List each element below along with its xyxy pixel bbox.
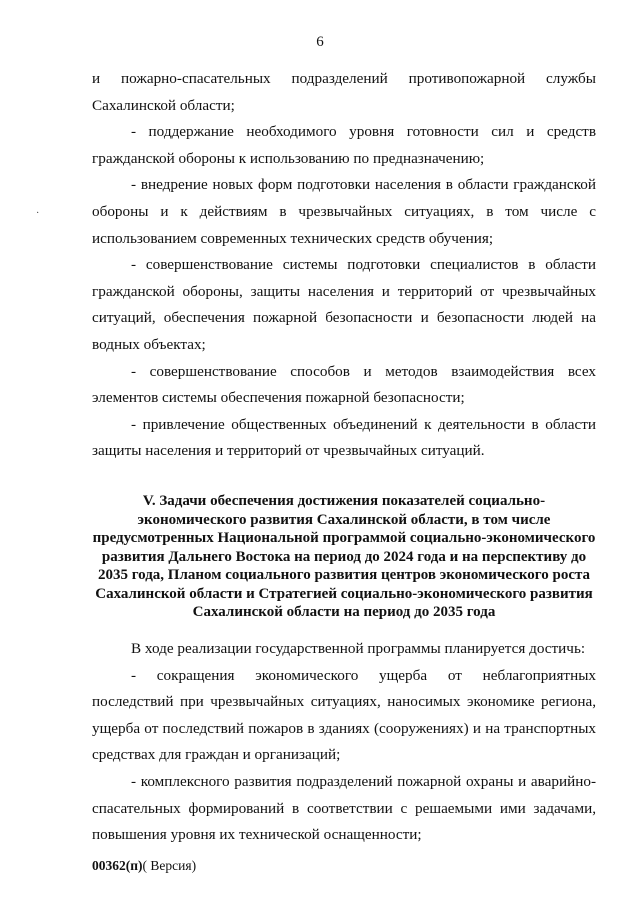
paragraph: - внедрение новых форм подготовки населения в области гражданской обороны и к действиям в чрезвычайных ситуациях, в том числе с использованием современных технических средств обучения; (92, 176, 596, 247)
paragraph: В ходе реализации государственной программы планируется достичь: (131, 640, 586, 658)
paragraph: - комплексного развития подразделений пожарной охраны и аварийно-спасательных формирований в соответствии с решаемыми ими задачами, повышения уровня их технической оснащенности; (92, 773, 596, 844)
paragraph: - сокращения экономического ущерба от неблагоприятных последствий при чрезвычайных ситуациях, наносимых экономике региона, ущерба от последствий пожаров в зданиях (сооружениях) и на транспортных средствах для граждан и организаций; (92, 666, 596, 764)
stray-mark: · (36, 208, 40, 219)
page-number: 6 (316, 34, 324, 50)
section-heading: V. Задачи обеспечения достижения показателей социально-экономического развития Сахалинской области, в том числе предусмотренных Национальной программой социально-экономического развития Дальнего Востока на период до 2024 года и на перспективу до 2035 года, Планом социального развития центров экономического роста Сахалинской области и Стратегией социально-экономического развития Сахалинской области на период до 2035 года (92, 492, 596, 621)
paragraph: - совершенствование способов и методов взаимодействия всех элементов системы обеспечения пожарной безопасности; (92, 362, 596, 407)
paragraph: - привлечение общественных объединений к деятельности в области защиты населения и территорий от чрезвычайных ситуаций. (92, 415, 596, 460)
document-body (92, 66, 596, 849)
document-code: 00362(п) (92, 858, 143, 873)
paragraph: - поддержание необходимого уровня готовности сил и средств гражданской обороны к использованию по предназначению; (92, 123, 596, 167)
document-footer (92, 858, 196, 874)
document-version: ( Версия) (142, 858, 197, 873)
paragraph: и пожарно-спасательных подразделений противопожарной службы Сахалинской области; (92, 70, 596, 114)
paragraph: - совершенствование системы подготовки специалистов в области гражданской обороны, защиты населения и территорий от чрезвычайных ситуаций, обеспечения пожарной безопасности и безопасности людей на водных объектах; (92, 256, 596, 353)
